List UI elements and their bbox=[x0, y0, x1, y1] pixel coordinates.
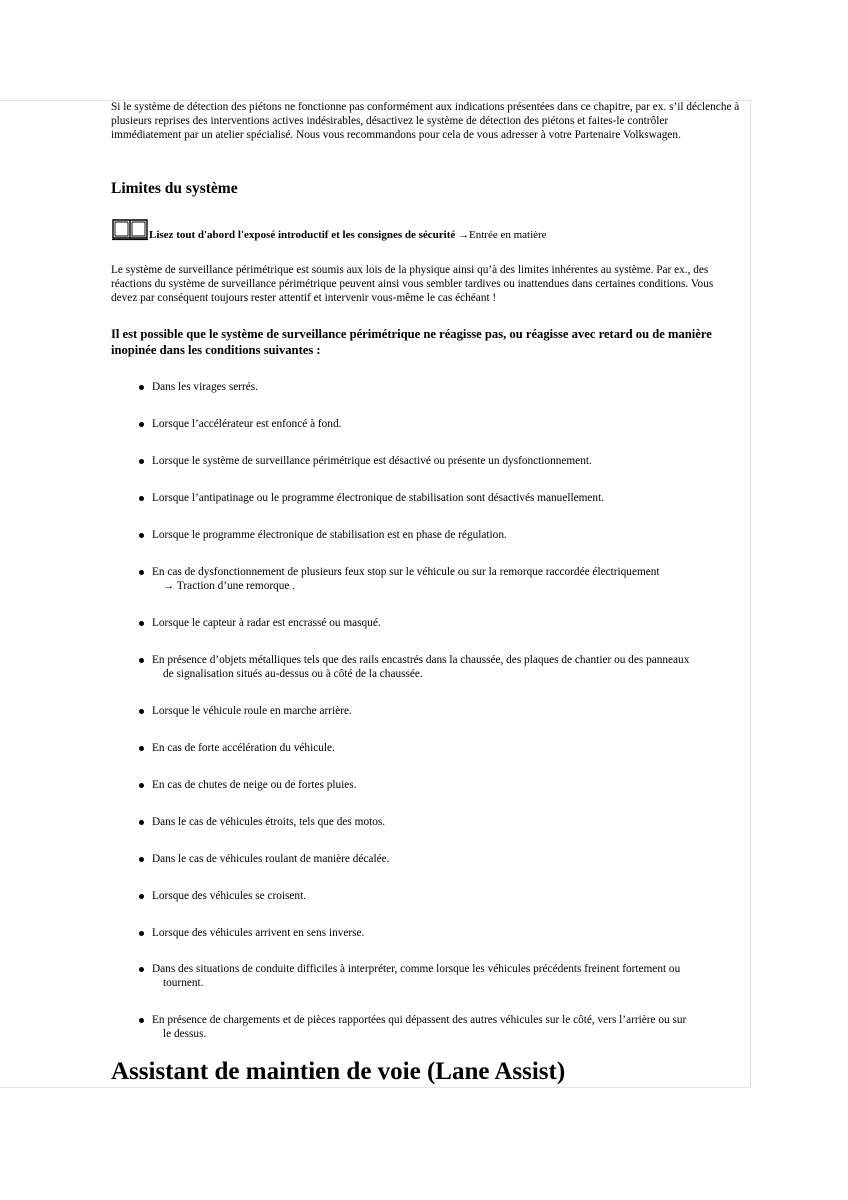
list-item-continuation: le dessus. bbox=[163, 1028, 207, 1041]
bullet-icon bbox=[139, 931, 144, 936]
next-chapter-heading: Assistant de maintien de voie (Lane Assist) bbox=[111, 1058, 566, 1085]
list-item-line: En cas de dysfonctionnement de plusieurs feux stop sur le véhicule ou sur la remorque raccordée électriquement bbox=[152, 566, 660, 578]
bullet-icon bbox=[139, 746, 144, 751]
list-item-text bbox=[152, 962, 742, 990]
bullet-icon bbox=[139, 533, 144, 538]
limits-paragraph: Le système de surveillance périmétrique est soumis aux lois de la physique ainsi qu’à des limites inhérentes au système. Par ex., des réactions du système de surveillance périmétrique peuvent ainsi vous sembler tardives ou inattendues dans certaines conditions. Vous devez par conséquent toujours rester attentif et intervenir vous-même le cas échéant ! bbox=[111, 264, 714, 305]
book-icon bbox=[111, 217, 149, 241]
list-item-text bbox=[152, 704, 742, 718]
section-title: Limites du système bbox=[111, 180, 238, 197]
conditions-lead: Il est possible que le système de surveillance périmétrique ne réagisse pas, ou réagisse avec retard ou de manière inopinée dans les conditions suivantes : bbox=[111, 327, 712, 357]
bullet-icon bbox=[139, 967, 144, 972]
list-item-text bbox=[152, 380, 742, 394]
list-item-line: Lorsque le capteur à radar est encrassé ou masqué. bbox=[152, 617, 381, 629]
list-item-text bbox=[152, 491, 742, 505]
bullet-icon bbox=[139, 385, 144, 390]
list-item-text bbox=[152, 889, 742, 903]
list-item-text bbox=[152, 454, 742, 468]
list-item-line: Dans le cas de véhicules étroits, tels que des motos. bbox=[152, 816, 386, 828]
list-item-line: Lorsque l’antipatinage ou le programme électronique de stabilisation sont désactivés manuellement. bbox=[152, 492, 605, 504]
list-item-continuation[interactable]: → Traction d’une remorque . bbox=[163, 580, 296, 593]
list-item-line: Lorsque des véhicules arrivent en sens inverse. bbox=[152, 927, 365, 939]
list-item-text bbox=[152, 1013, 742, 1041]
list-item-line: Lorsque l’accélérateur est enfoncé à fond. bbox=[152, 418, 342, 430]
list-item-text bbox=[152, 852, 742, 866]
list-item-text bbox=[152, 616, 742, 630]
list-item-line: Dans des situations de conduite difficiles à interpréter, comme lorsque les véhicules précédents freinent fortement ou bbox=[152, 963, 681, 975]
bullet-icon bbox=[139, 422, 144, 427]
bullet-icon bbox=[139, 658, 144, 663]
bullet-icon bbox=[139, 621, 144, 626]
notice-text bbox=[149, 229, 547, 241]
list-item-continuation: tournent. bbox=[163, 977, 204, 990]
notice-link[interactable]: →Entrée en matière bbox=[455, 229, 547, 241]
list-item-line: Dans le cas de véhicules roulant de manière décalée. bbox=[152, 853, 390, 865]
list-item-text bbox=[152, 417, 742, 431]
list-item-text bbox=[152, 778, 742, 792]
bullet-icon bbox=[139, 459, 144, 464]
list-item-text bbox=[152, 528, 742, 542]
list-item-text bbox=[152, 653, 742, 681]
list-item-line: Dans les virages serrés. bbox=[152, 381, 259, 393]
bullet-icon bbox=[139, 857, 144, 862]
bullet-icon bbox=[139, 820, 144, 825]
read-notice bbox=[111, 217, 741, 243]
intro-paragraph: Si le système de détection des piétons ne fonctionne pas conformément aux indications présentées dans ce chapitre, par ex. s’il déclenche à plusieurs reprises des interventions actives indésirables, désactivez le système de détection des piétons et faites-le contrôler immédiatement par un atelier spécialisé. Nous vous recommandons pour cela de vous adresser à votre Partenaire Volkswagen. bbox=[111, 101, 740, 142]
bullet-icon bbox=[139, 496, 144, 501]
list-item-line: En présence d’objets métalliques tels que des rails encastrés dans la chaussée, des plaques de chantier ou des panneaux bbox=[152, 654, 690, 666]
list-item-text bbox=[152, 815, 742, 829]
list-item-text bbox=[152, 565, 742, 593]
list-item-line: En cas de chutes de neige ou de fortes pluies. bbox=[152, 779, 357, 791]
list-item-line: En cas de forte accélération du véhicule. bbox=[152, 742, 335, 754]
list-item-continuation: de signalisation situés au-dessus ou à côté de la chaussée. bbox=[163, 668, 423, 681]
bullet-icon bbox=[139, 1018, 144, 1023]
document-content bbox=[111, 100, 741, 1041]
list-item-line: En présence de chargements et de pièces rapportées qui dépassent des autres véhicules sur le côté, vers l’arrière ou sur bbox=[152, 1014, 687, 1026]
list-item-line: Lorsque le programme électronique de stabilisation est en phase de régulation. bbox=[152, 529, 507, 541]
bullet-icon bbox=[139, 570, 144, 575]
bullet-icon bbox=[139, 783, 144, 788]
notice-bold: Lisez tout d'abord l'exposé introductif et les consignes de sécurité bbox=[149, 229, 456, 241]
list-item-line: Lorsque le véhicule roule en marche arrière. bbox=[152, 705, 352, 717]
bullet-icon bbox=[139, 709, 144, 714]
list-item-line: Lorsque des véhicules se croisent. bbox=[152, 890, 307, 902]
bullet-icon bbox=[139, 894, 144, 899]
list-item-line: Lorsque le système de surveillance périmétrique est désactivé ou présente un dysfonctionnement. bbox=[152, 455, 592, 467]
list-item-text bbox=[152, 741, 742, 755]
list-item-text bbox=[152, 926, 742, 940]
